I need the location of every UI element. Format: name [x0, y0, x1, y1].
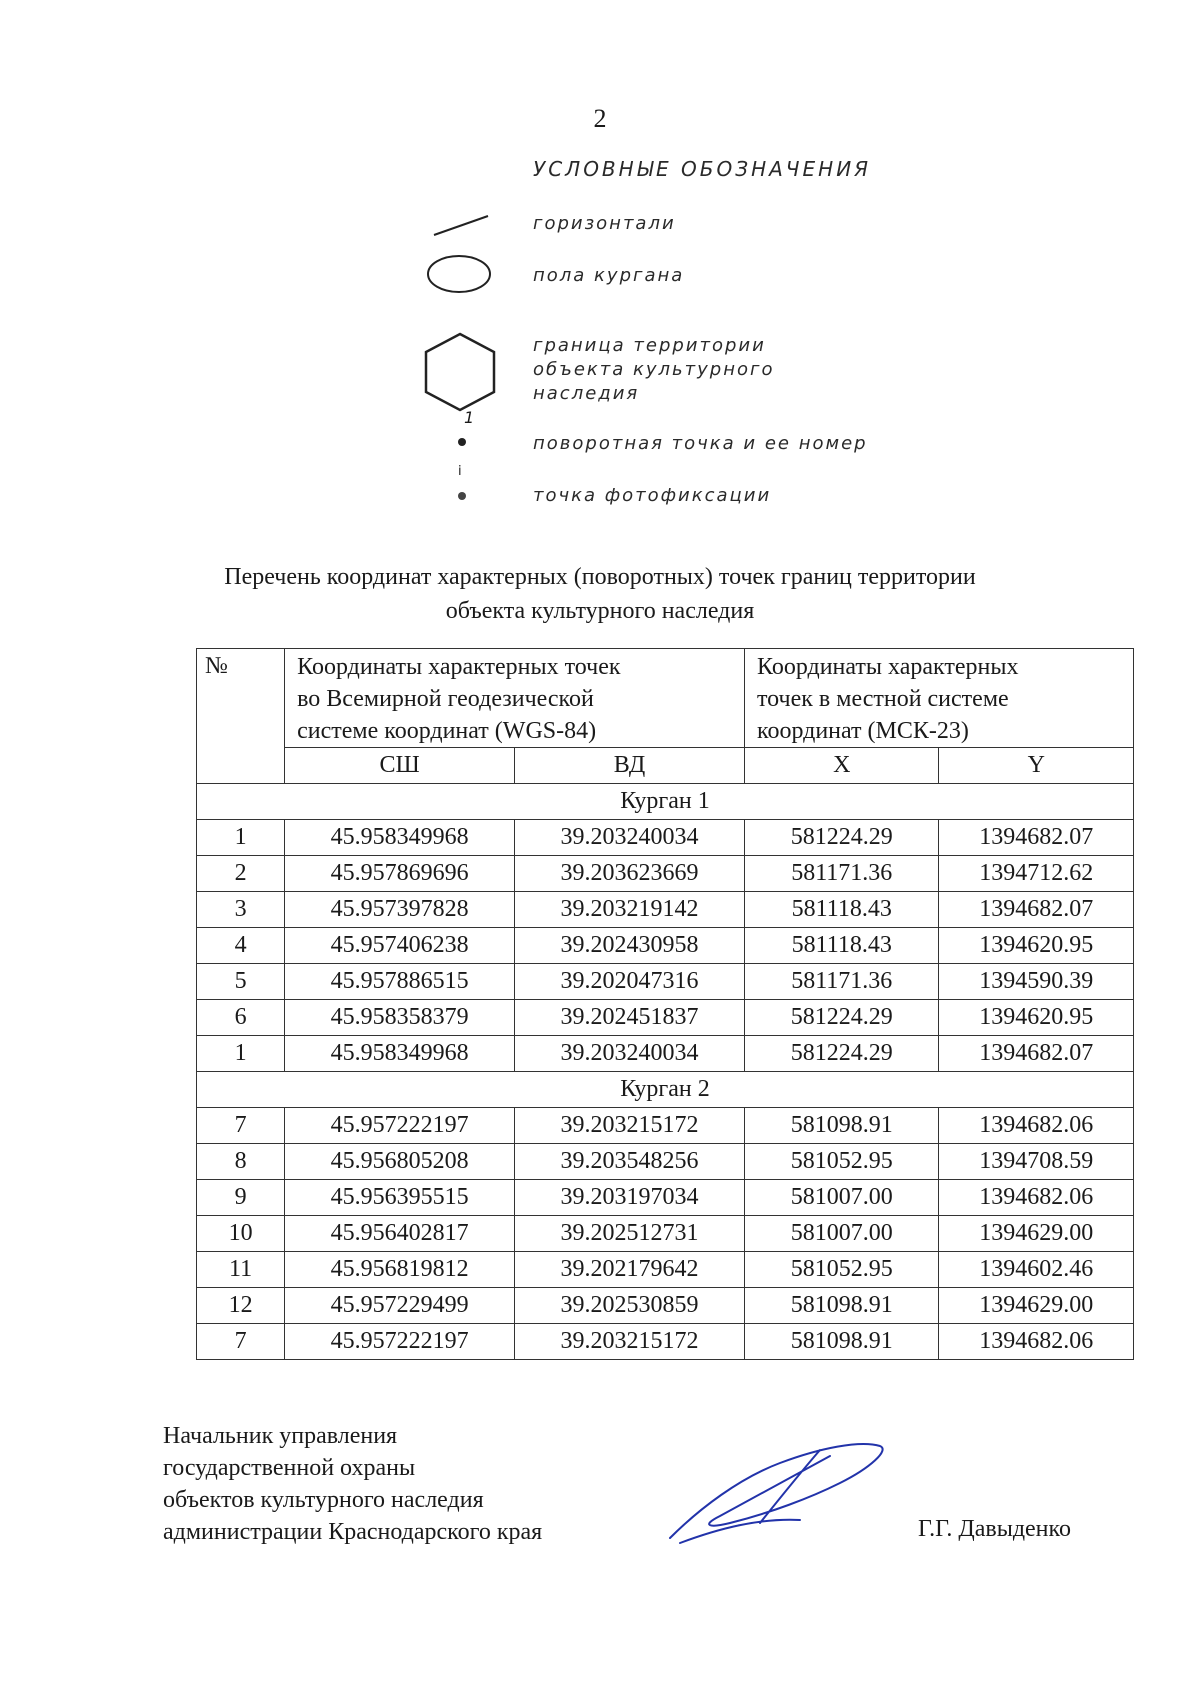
cell-lat: 45.958349968 [285, 1036, 515, 1072]
cell-y: 1394682.07 [939, 1036, 1134, 1072]
cell-y: 1394682.06 [939, 1324, 1134, 1360]
table-row [197, 1252, 1134, 1288]
cell-y: 1394682.07 [939, 892, 1134, 928]
table-row [197, 820, 1134, 856]
header-col-y: Y [939, 748, 1134, 784]
table-header-row [197, 649, 1134, 748]
cell-y: 1394682.06 [939, 1180, 1134, 1216]
section-title: Курган 1 [197, 784, 1134, 820]
cell-lon: 39.203548256 [515, 1144, 745, 1180]
cell-lat: 45.957229499 [285, 1288, 515, 1324]
cell-lon: 39.203240034 [515, 820, 745, 856]
cell-x: 581171.36 [745, 964, 939, 1000]
table-row [197, 1144, 1134, 1180]
signatory-name: Г.Г. Давыденко [918, 1516, 1071, 1542]
cell-lon: 39.203240034 [515, 1036, 745, 1072]
cell-y: 1394602.46 [939, 1252, 1134, 1288]
cell-lon: 39.202512731 [515, 1216, 745, 1252]
cell-num: 8 [197, 1144, 285, 1180]
legend-label-boundary-line: объекта культурного [533, 359, 775, 380]
cell-x: 581224.29 [745, 1036, 939, 1072]
hexagon-icon [420, 330, 500, 416]
cell-x: 581098.91 [745, 1324, 939, 1360]
turning-point-marker: 1 [464, 408, 475, 427]
cell-lon: 39.202047316 [515, 964, 745, 1000]
cell-lat: 45.958349968 [285, 820, 515, 856]
cell-y: 1394712.62 [939, 856, 1134, 892]
legend-label-turning-point: поворотная точка и ее номер [533, 433, 868, 454]
table-row [197, 1180, 1134, 1216]
legend-label-boundary [533, 334, 774, 406]
header-col-lat: СШ [285, 748, 515, 784]
header-msk-line: точек в местной системе [757, 686, 1009, 712]
page-number: 2 [593, 104, 607, 133]
legend-label-contours: горизонтали [533, 213, 676, 234]
cell-num: 6 [197, 1000, 285, 1036]
header-wgs-line: Координаты характерных точек [297, 654, 621, 680]
cell-y: 1394682.06 [939, 1108, 1134, 1144]
header-wgs-line: во Всемирной геодезической [297, 686, 594, 712]
cell-x: 581224.29 [745, 820, 939, 856]
cell-lat: 45.957222197 [285, 1324, 515, 1360]
cell-lon: 39.202430958 [515, 928, 745, 964]
contour-line-icon [432, 210, 492, 240]
cell-lon: 39.203215172 [515, 1324, 745, 1360]
table-row [197, 964, 1134, 1000]
table-row [197, 892, 1134, 928]
table-row [197, 928, 1134, 964]
table-row [197, 1288, 1134, 1324]
cell-lat: 45.957397828 [285, 892, 515, 928]
cell-lon: 39.202530859 [515, 1288, 745, 1324]
table-row [197, 1216, 1134, 1252]
coordinates-table [196, 648, 1134, 1360]
section-row [197, 1072, 1134, 1108]
cell-lat: 45.956395515 [285, 1180, 515, 1216]
signature-position-line: государственной охраны [163, 1455, 416, 1481]
signature-position-line: администрации Краснодарского края [163, 1519, 543, 1545]
cell-num: 7 [197, 1324, 285, 1360]
photo-point-marker: i [458, 464, 462, 479]
cell-x: 581224.29 [745, 1000, 939, 1036]
cell-x: 581098.91 [745, 1288, 939, 1324]
cell-x: 581007.00 [745, 1216, 939, 1252]
cell-num: 1 [197, 1036, 285, 1072]
cell-x: 581052.95 [745, 1252, 939, 1288]
cell-lon: 39.203197034 [515, 1180, 745, 1216]
table-title-line: Перечень координат характерных (поворотных) точек границ территории [224, 564, 976, 590]
table-row [197, 1324, 1134, 1360]
header-msk-line: Координаты характерных [757, 654, 1019, 680]
cell-lat: 45.958358379 [285, 1000, 515, 1036]
cell-lat: 45.957406238 [285, 928, 515, 964]
cell-num: 2 [197, 856, 285, 892]
cell-lat: 45.956402817 [285, 1216, 515, 1252]
cell-x: 581052.95 [745, 1144, 939, 1180]
cell-y: 1394629.00 [939, 1288, 1134, 1324]
cell-lat: 45.956819812 [285, 1252, 515, 1288]
cell-num: 11 [197, 1252, 285, 1288]
table-row [197, 1108, 1134, 1144]
signature-position-line: Начальник управления [163, 1423, 398, 1449]
header-msk-line: координат (МСК-23) [757, 718, 969, 744]
legend-label-photo-point: точка фотофиксации [533, 485, 772, 506]
legend-title: УСЛОВНЫЕ ОБОЗНАЧЕНИЯ [533, 157, 872, 181]
cell-y: 1394620.95 [939, 928, 1134, 964]
cell-num: 12 [197, 1288, 285, 1324]
header-wgs [285, 649, 745, 748]
legend-label-boundary-line: наследия [533, 383, 640, 404]
header-msk [745, 649, 1134, 748]
cell-x: 581007.00 [745, 1180, 939, 1216]
cell-lat: 45.957886515 [285, 964, 515, 1000]
ellipse-icon [424, 252, 494, 296]
cell-num: 5 [197, 964, 285, 1000]
cell-lon: 39.202451837 [515, 1000, 745, 1036]
table-row [197, 1000, 1134, 1036]
cell-y: 1394629.00 [939, 1216, 1134, 1252]
header-col-lon: ВД [515, 748, 745, 784]
cell-x: 581118.43 [745, 928, 939, 964]
table-title-line: объекта культурного наследия [445, 598, 755, 624]
cell-lat: 45.957222197 [285, 1108, 515, 1144]
signature-position-line: объектов культурного наследия [163, 1487, 484, 1513]
turning-point-icon [452, 432, 472, 452]
signature-position [163, 1420, 542, 1548]
table-body [197, 784, 1134, 1360]
cell-y: 1394590.39 [939, 964, 1134, 1000]
cell-lon: 39.202179642 [515, 1252, 745, 1288]
cell-num: 10 [197, 1216, 285, 1252]
legend-label-boundary-line: граница территории [533, 335, 766, 356]
header-col-x: X [745, 748, 939, 784]
table-subheader-row [197, 748, 1134, 784]
photo-point-icon [452, 486, 472, 506]
cell-y: 1394682.07 [939, 820, 1134, 856]
cell-lon: 39.203219142 [515, 892, 745, 928]
cell-num: 7 [197, 1108, 285, 1144]
cell-lat: 45.956805208 [285, 1144, 515, 1180]
table-title [150, 560, 1050, 628]
cell-num: 3 [197, 892, 285, 928]
header-num: № [197, 649, 285, 784]
cell-lat: 45.957869696 [285, 856, 515, 892]
table-row [197, 856, 1134, 892]
cell-y: 1394620.95 [939, 1000, 1134, 1036]
legend-label-mound-floor: пола кургана [533, 265, 685, 286]
table-row [197, 1036, 1134, 1072]
cell-x: 581098.91 [745, 1108, 939, 1144]
cell-x: 581118.43 [745, 892, 939, 928]
cell-num: 4 [197, 928, 285, 964]
cell-lon: 39.203215172 [515, 1108, 745, 1144]
cell-x: 581171.36 [745, 856, 939, 892]
cell-lon: 39.203623669 [515, 856, 745, 892]
header-wgs-line: системе координат (WGS-84) [297, 718, 597, 744]
cell-num: 1 [197, 820, 285, 856]
handwritten-signature [660, 1428, 900, 1558]
section-row [197, 784, 1134, 820]
section-title: Курган 2 [197, 1072, 1134, 1108]
cell-num: 9 [197, 1180, 285, 1216]
cell-y: 1394708.59 [939, 1144, 1134, 1180]
